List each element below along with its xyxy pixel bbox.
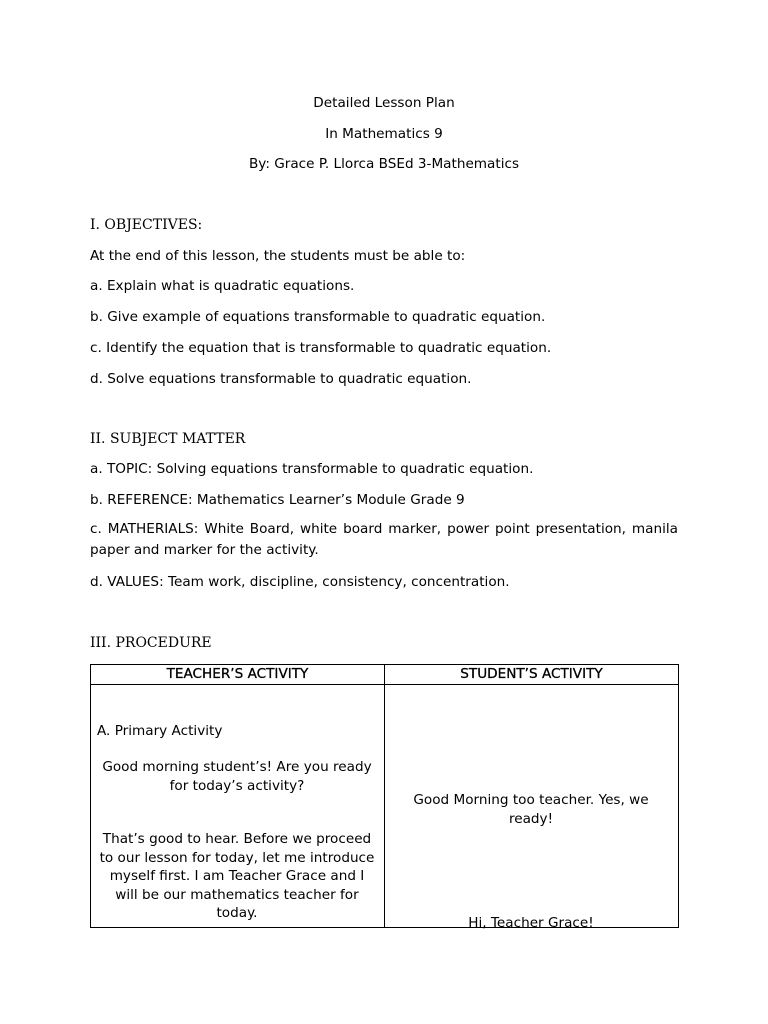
objective-item: c. Identify the equation that is transformable to quadratic equation.: [90, 340, 552, 356]
document-author: By: Grace P. Llorca BSEd 3-Mathematics: [248, 156, 520, 172]
procedure-heading: III. PROCEDURE: [90, 635, 212, 651]
objective-item: a. Explain what is quadratic equations.: [90, 278, 355, 294]
objectives-intro: At the end of this lesson, the students must be able to:: [90, 248, 466, 264]
teacher-greeting: Good morning student’s! Are you ready for today’s activity?: [102, 759, 372, 794]
student-activity-header: STUDENT’S ACTIVITY: [385, 665, 679, 685]
procedure-table: [90, 664, 679, 931]
teacher-activity-cell: [91, 685, 385, 928]
objective-item: b. Give example of equations transformable to quadratic equation.: [90, 309, 546, 325]
table-header-row: [91, 665, 679, 685]
subject-matter-item: b. REFERENCE: Mathematics Learner’s Module Grade 9: [90, 492, 465, 508]
student-reply-introduction: Hi, Teacher Grace!: [468, 915, 594, 931]
teacher-activity-header: TEACHER’S ACTIVITY: [91, 665, 385, 685]
objectives-heading: I. OBJECTIVES:: [90, 217, 203, 233]
objective-item: d. Solve equations transformable to quadratic equation.: [90, 371, 472, 387]
subject-matter-item: a. TOPIC: Solving equations transformable to quadratic equation.: [90, 461, 534, 477]
document-title: Detailed Lesson Plan: [313, 95, 455, 111]
document-subject: In Mathematics 9: [325, 126, 443, 142]
subject-matter-heading: II. SUBJECT MATTER: [90, 431, 246, 447]
student-reply-greeting: Good Morning too teacher. Yes, we ready!: [413, 792, 649, 827]
subject-matter-item: c. MATHERIALS: White Board, white board marker, power point presentation, manila paper and marker for the activity.: [90, 521, 678, 558]
primary-activity-label: A. Primary Activity: [97, 723, 223, 739]
table-row: [91, 685, 679, 928]
subject-matter-item: d. VALUES: Team work, discipline, consistency, concentration.: [90, 574, 510, 590]
teacher-introduction: That’s good to hear. Before we proceed to our lesson for today, let me introduce myself first. I am Teacher Grace and I will be our mathematics teacher for today.: [99, 831, 375, 921]
student-activity-cell: [385, 685, 679, 931]
